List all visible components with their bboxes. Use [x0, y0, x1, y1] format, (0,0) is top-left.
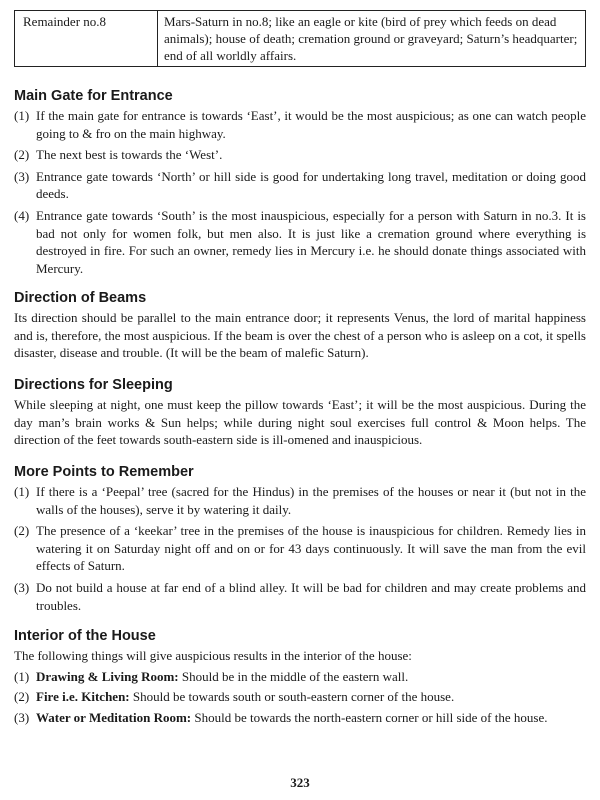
list-item: (4) Entrance gate towards ‘South’ is the most inauspicious, especially for a person with Saturn in no.3. It is bad not only for women folk, but men also. It is just like a cremation ground where everything is destroyed in fire. For such an owner, remedy lies in Mercury i.e. he should donate things associated with Mercury.	[14, 207, 586, 276]
book-page	[14, 10, 586, 725]
section-beams	[14, 289, 586, 362]
list-item: (2) Fire i.e. Kitchen: Should be towards south or south-eastern corner of the house.	[14, 689, 455, 705]
section-interior	[14, 627, 586, 729]
heading-sleeping: Directions for Sleeping	[14, 377, 173, 393]
list-item: (3) Do not build a house at far end of a blind alley. It will be bad for children and may create problems and troubles.	[14, 579, 586, 613]
list-item: (1) Drawing & Living Room: Should be in the middle of the eastern wall.	[14, 668, 409, 684]
section-sleeping	[14, 376, 586, 449]
list-item: (2) The next best is towards the ‘West’.	[14, 147, 223, 163]
remainder-description: Mars-Saturn in no.8; like an eagle or kite (bird of prey which feeds on dead animals); house of death; cremation ground or graveyard; Saturn’s headquarter; end of all worldly affairs.	[158, 11, 586, 67]
main-gate-list	[14, 107, 586, 277]
interior-intro: The following things will give auspicious results in the interior of the house:	[14, 648, 412, 663]
remainder-table	[14, 10, 586, 67]
list-item: (3) Water or Meditation Room: Should be towards the north-eastern corner or hill side of the house.	[14, 709, 548, 725]
list-item: (1) If there is a ‘Peepal’ tree (sacred for the Hindus) in the premises of the houses or near it (but not in the walls of the houses), serve it by watering it daily.	[14, 484, 586, 517]
heading-beams: Direction of Beams	[14, 290, 147, 306]
heading-main-gate: Main Gate for Entrance	[14, 88, 173, 104]
list-item: (3) Entrance gate towards ‘North’ or hill side is good for undertaking long travel, meditation or doing good deeds.	[14, 168, 586, 202]
interior-list	[14, 668, 586, 727]
sleeping-paragraph: While sleeping at night, one must keep the pillow towards ‘East’; it will be the most auspicious. During the day man’s brain works & Sun helps; while during night soul exercises full control & Moon helps. The direction of the feet towards south-eastern side is ill-omened and inauspicious.	[14, 397, 586, 448]
list-item: (2) The presence of a ‘keekar’ tree in the premises of the house is inauspicious for children. Remedy lies in watering it on Saturday night off and on or for 43 days continuously. It will save the man from the evil effects of Saturn.	[14, 523, 586, 574]
section-more-points	[14, 463, 586, 618]
heading-more-points: More Points to Remember	[14, 464, 194, 480]
more-points-list	[14, 483, 586, 614]
page-number: 323	[290, 775, 310, 790]
table-row	[15, 11, 586, 67]
heading-interior: Interior of the House	[14, 628, 156, 644]
beams-paragraph: Its direction should be parallel to the main entrance door; it represents Venus, the lord of marital happiness and is, therefore, the most auspicious. If the beam is over the chest of a person who is asleep on a cot, it spells disaster, disease and trouble. (It will be the beam of malefic Saturn).	[14, 310, 586, 361]
section-main-gate	[14, 87, 586, 281]
remainder-label: Remainder no.8	[15, 11, 158, 67]
list-item: (1) If the main gate for entrance is towards ‘East’, it would be the most auspicious; as one can watch people going to & fro on the main highway.	[14, 108, 586, 141]
